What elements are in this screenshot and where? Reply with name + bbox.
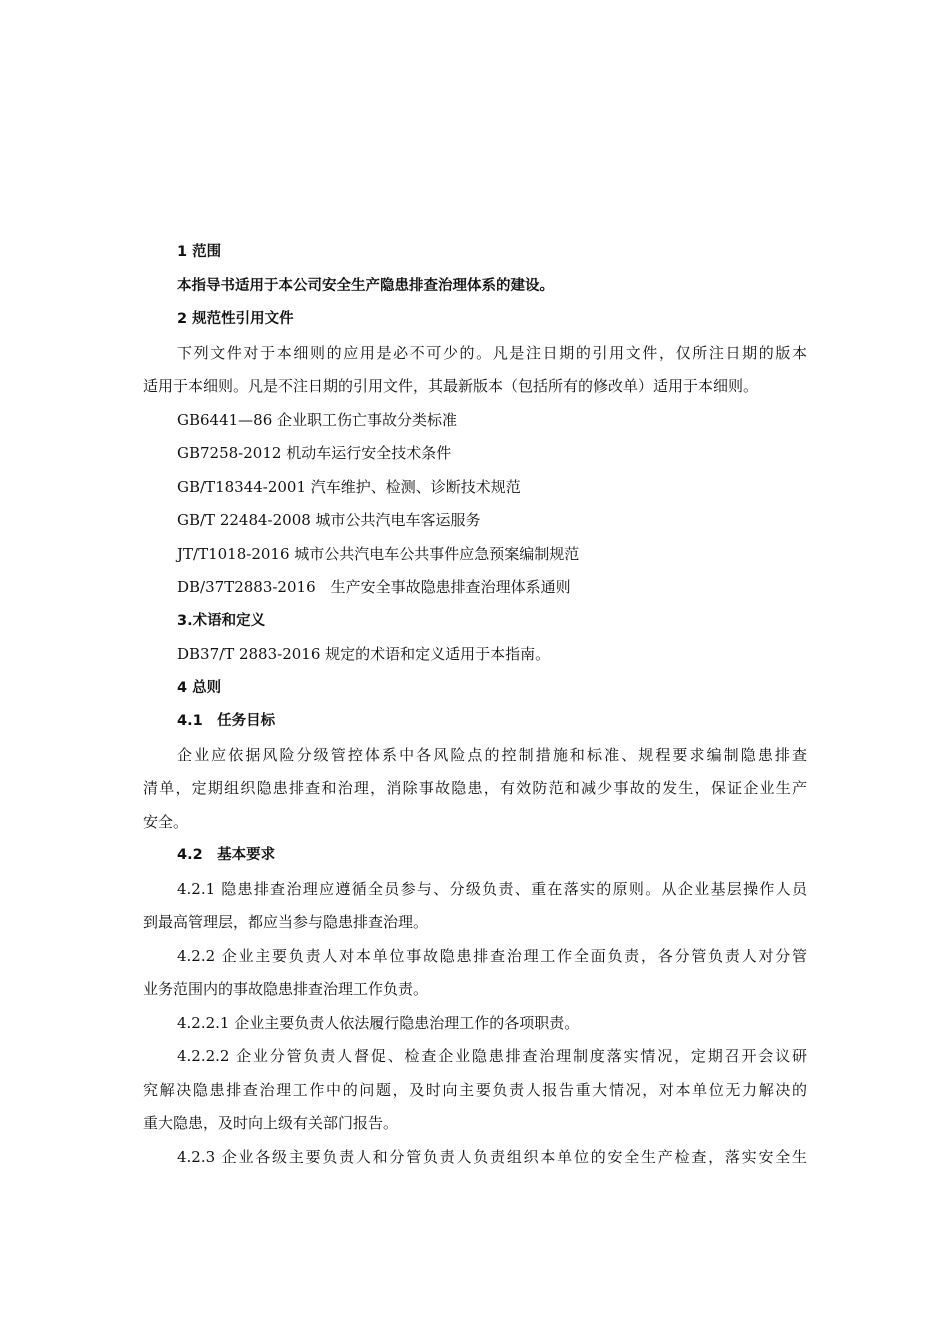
section-3-body: DB37/T 2883-2016 规定的术语和定义适用于本指南。 [177, 645, 551, 663]
clause-4-2-1-line-2: 到最高管理层，都应当参与隐患排查治理。 [143, 913, 429, 931]
clause-4-2-2-line-1: 4.2.2 企业主要负责人对本单位事故隐患排查治理工作全面负责，各分管负责人对分管 [177, 946, 807, 965]
section-2-heading: 2 规范性引用文件 [177, 311, 294, 327]
section-4-2-heading: 4.2 基本要求 [177, 847, 276, 863]
section-2-paragraph-line-1: 下列文件对于本细则的应用是必不可少的。凡是注日期的引用文件，仅所注日期的版本 [177, 343, 807, 362]
reference-item: GB/T18344-2001 汽车维护、检测、诊断技术规范 [177, 477, 521, 496]
section-4-heading: 4 总则 [177, 679, 222, 696]
clause-4-2-2-line-2: 业务范围内的事故隐患排查治理工作负责。 [143, 980, 429, 998]
clause-4-2-2-2-line-2: 究解决隐患排查治理工作中的问题，及时向主要负责人报告重大情况，对本单位无力解决的 [143, 1080, 807, 1099]
clause-4-2-1-line-1: 4.2.1 隐患排查治理应遵循全员参与、分级负责、重在落实的原则。从企业基层操作人员 [177, 879, 807, 898]
clause-4-2-2-1-line-1: 4.2.2.1 企业主要负责人依法履行隐患治理工作的各项职责。 [177, 1013, 580, 1032]
reference-item: GB6441—86 企业职工伤亡事故分类标准 [177, 410, 458, 429]
clause-4-2-2-2-line-1: 4.2.2.2 企业分管负责人督促、检查企业隐患排查治理制度落实情况，定期召开会议研 [177, 1047, 807, 1065]
section-4-1-paragraph-line-3: 安全。 [143, 812, 189, 831]
section-4-1-paragraph-line-2: 清单，定期组织隐患排查和治理，消除事故隐患，有效防范和减少事故的发生，保证企业生产 [143, 779, 807, 797]
reference-item: JT/T1018-2016 城市公共汽电车公共事件应急预案编制规范 [177, 544, 580, 563]
clause-4-2-2-2-line-3: 重大隐患，及时向上级有关部门报告。 [143, 1114, 399, 1132]
reference-item: DB/37T2883-2016 生产安全事故隐患排查治理体系通则 [177, 578, 571, 596]
section-3-heading: 3.术语和定义 [177, 612, 266, 629]
reference-item: GB/T 22484-2008 城市公共汽电车客运服务 [177, 511, 481, 529]
document-body [143, 236, 807, 1174]
section-1-heading: 1 范围 [177, 244, 222, 260]
section-2-paragraph-line-2: 适用于本细则。凡是不注日期的引用文件，其最新版本（包括所有的修改单）适用于本细则。 [143, 377, 759, 395]
section-4-1-heading: 4.1 任务目标 [177, 713, 276, 729]
clause-4-2-3-line-1: 4.2.3 企业各级主要负责人和分管负责人负责组织本单位的安全生产检查，落实安全生 [177, 1147, 807, 1166]
reference-item: GB7258-2012 机动车运行安全技术条件 [177, 444, 452, 462]
section-4-1-paragraph-line-1: 企业应依据风险分级管控体系中各风险点的控制措施和标准、规程要求编制隐患排查 [177, 745, 807, 764]
section-1-body: 本指导书适用于本公司安全生产隐患排查治理体系的建设。 [177, 277, 554, 294]
